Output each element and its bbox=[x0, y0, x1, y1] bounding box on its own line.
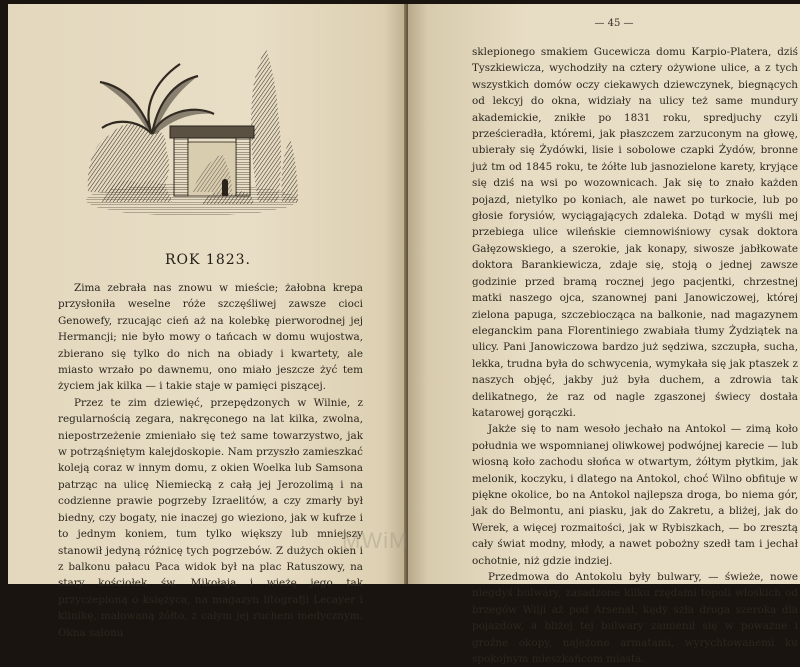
paragraph: sklepionego smakiem Gucewicza domu Karpio-Platera, dziś Tyszkiewicza, wychodziły na cztery ożywione ulice, a z tych wszystkich domów oczy ciekawych dziewczynek, biegnących od lekcyj do okna, widziały na ulicy też same mundury akademickie, znikłe po 1831 roku, spredjuchy czyli prześcieradła, któremi, jak płaszczem zarzuconym na głowę, ubierały się Żydówki, lisie i sobolowe czapki Żydów, bronne już tm od 1845 roku, te żółte lub jasnozielone karety, kryjące się dziś na wsi po wozownicach. Jak się to znało każden pojazd, nietylko po koniach, ale nawet po turkocie, lub po głosie forysiów, wyciągających zdaleka. Dotąd w myśli mej przebiega ulice wileńskie ciemnowiśniowy cysak doktora Gałęzowskiego, a szerokie, jak konapy, siwosze jabłkowate doktora Barankiewicza, zdaje się, stoją o jednej zawsze godzinie przed bramą rocznej jego pacjentki, chrzestnej matki naszego ojca, szanownej pani Janowiczowej, której zielona papuga, szczebiocząca na balkonie, nad magazynem eleganckim pana Florentiniego zwabiała tłumy Żydziątek na ulicy. Pani Janowiczowa bardzo już sędziwa, szczupła, sucha, lekka, trudna była do schwycenia, wymykała się jak ptaszek z naszych objęć, jakby już była duchem, a zdrowia tak delikatnego, że raz od nagle zgaszonej świecy dostała katarowej gorączki. bbox=[472, 46, 798, 419]
paragraph: Jakże się to nam wesoło jechało na Antokol — zimą koło południa we wspomnianej oliwkowej podwójnej karecie — lub wiosną koło zachodu słońca w otwartym, żółtym płytkim, jak melonik, koczyku, i dlatego na Antokol, choć Wilno obfituje w piękne okolice, bo na Antokol najlepsza droga, bo niema gór, jak do Belmontu, ani piasku, jak do Zakretu, a bliżej, jak do Werek, a więcej rozmaitości, jak w Rybiszkach, — bo zresztą cały świat modny, młody, a nawet pobożny szedł tam i jechał ochotnie, niż gdzie indziej. bbox=[472, 423, 798, 567]
left-page-text bbox=[58, 280, 363, 641]
paragraph: Przez te zim dziewięć, przepędzonych w Wilnie, z regularnością zegara, nakręconego na lat kilka, zwolna, niepostrzeżenie zmieniało się też same towarzystwo, jak w potrząśniętym kalejdoskopie. Nam przyszło zamieszkać koleją coraz w innym domu, z okien Woelka lub Samsona patrząc na ulicę Niemiecką z całą jej Jerozolimą i na codzienne prawie pogrzeby Izraelitów, a czy zmarły był biedny, czy bogaty, nie inaczej go wieziono, jak w kufrze i to jednym koniem, tum tylko większy lub mniejszy stanowił jedyną różnicę tych pogrzebów. Z dużych okien i z balkonu pałacu Paca widok był na plac Ratuszowy, na stary kościołek św. Mikołaja i wieżę jego tak przyczepioną o księżyca, na magazyn litografji Lecayer i klinikę, malowaną żółto, z całym jej ruchem medycznym. Okna salonu bbox=[58, 396, 363, 639]
left-page bbox=[8, 4, 408, 639]
engraving-illustration bbox=[82, 42, 304, 220]
right-page bbox=[408, 4, 800, 666]
page-number: — 45 — bbox=[594, 18, 634, 29]
chapter-title: ROK 1823. bbox=[164, 252, 251, 268]
book-spread bbox=[8, 4, 800, 666]
paragraph: Przedmowa do Antokolu były bulwary, — świeże, nowe niegdyś bulwary, zasadzone kilku rzędami topoli włoskich od brzegów Wilji aż pod Arsenał, kędy szła droga szeroka dla pojazdów, a bliżej tej bulwary zamienił się w poważne i groźne okopy, najeżone armatami, wyrychtowanemi ku spokojnym mieszkańcom miasta. bbox=[472, 571, 798, 666]
right-page-text bbox=[472, 44, 798, 667]
watermark: MWiM bbox=[342, 528, 409, 553]
paragraph: Zima zebrała nas znowu w mieście; żałobna krepa przysłoniła weselne róże szczęśliwej zawsze cioci Genowefy, rzucając cień aż na kolebkę pierworodnej jej Hermancji; nie było mowy o tańcach w domu wujostwa, zbierano się tylko do nich na obiady i kwartety, ale miasto wrzało po dawnemu, ono miało jeszcze żyć tem życiem jak kilka — i takie staje w pamięci piszącej. bbox=[58, 282, 363, 393]
